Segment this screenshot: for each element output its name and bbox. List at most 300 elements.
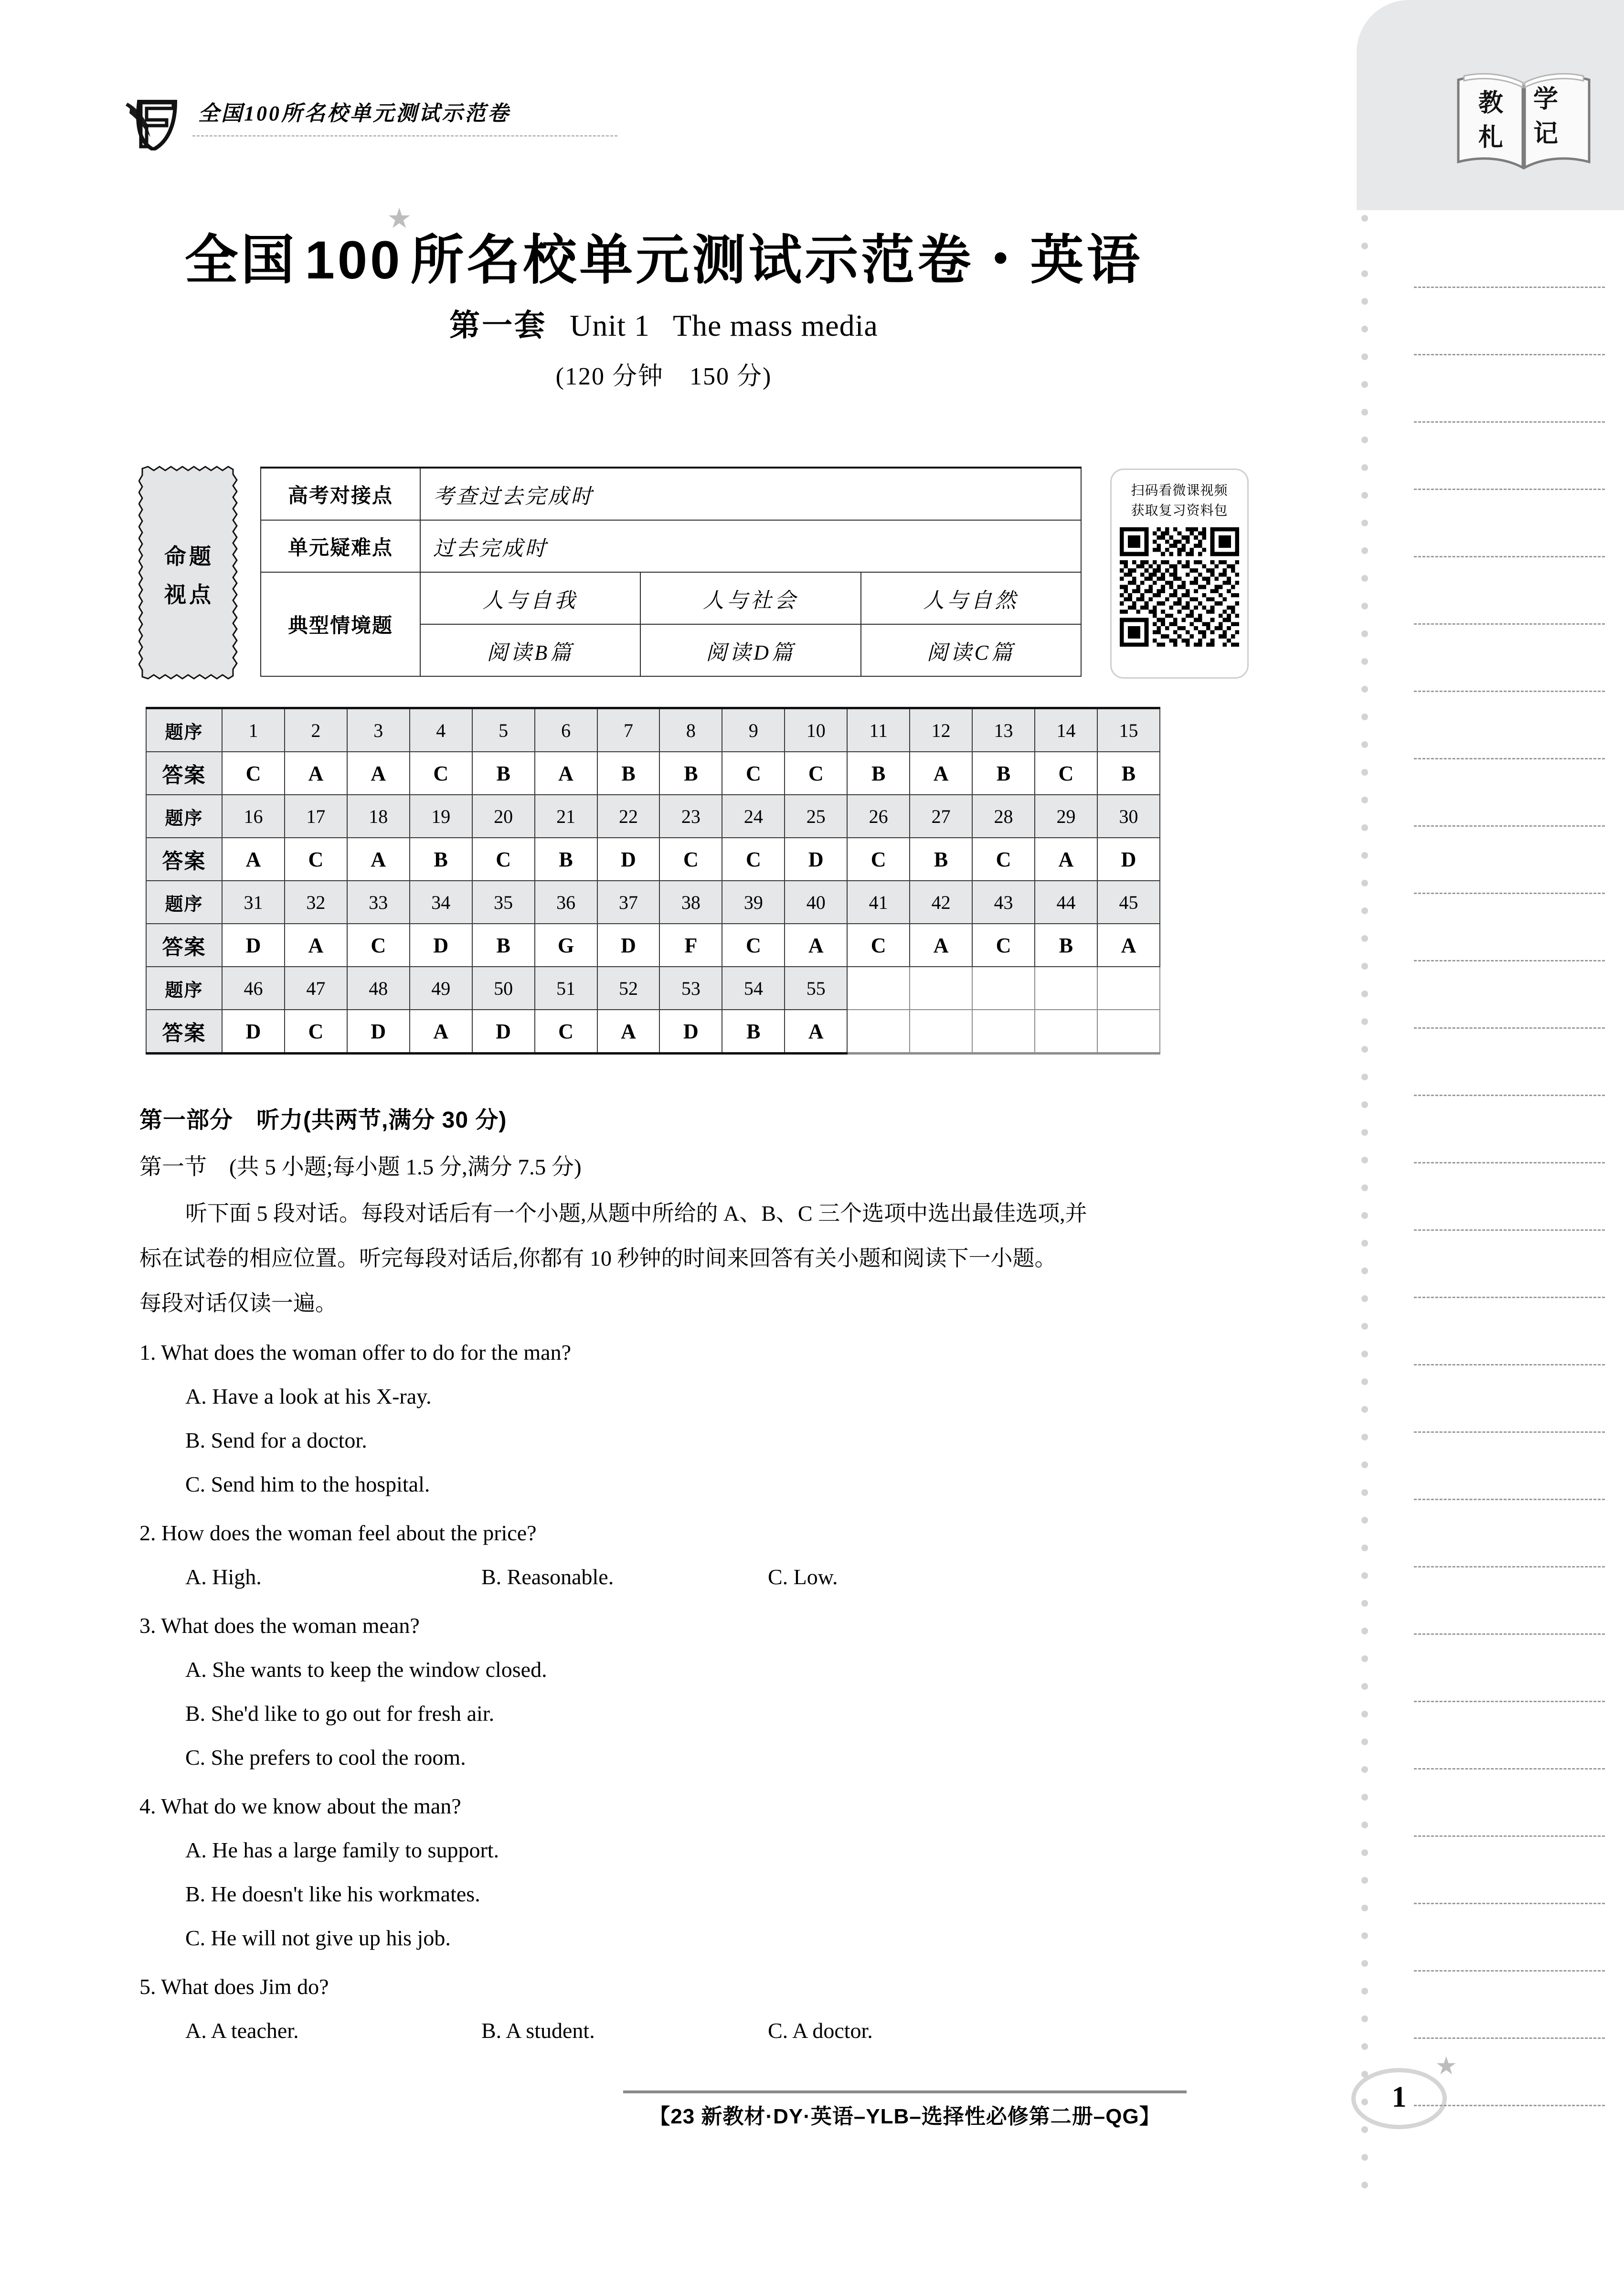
answer-cell: B — [597, 752, 660, 795]
note-line — [1414, 623, 1605, 625]
viewpoint-row-value: 过去完成时 — [420, 520, 1081, 572]
question-number-cell — [1097, 967, 1160, 1010]
question-number-cell: 42 — [910, 881, 972, 924]
question-number-cell: 36 — [535, 881, 597, 924]
perforation-dot — [1361, 381, 1368, 388]
perforation-dot — [1361, 630, 1368, 637]
question-number-cell: 20 — [472, 795, 535, 838]
answer-cell: A — [910, 924, 972, 967]
qr-card[interactable] — [1110, 469, 1249, 679]
perforation-dot — [1361, 1988, 1368, 1994]
set-label: 第一套 — [449, 308, 547, 342]
perforation-dot — [1361, 1794, 1368, 1801]
instruction-line: 每段对话仅读一遍。 — [139, 1291, 337, 1315]
note-line — [1414, 421, 1605, 423]
option-item[interactable]: B. She'd like to go out for fresh air. — [185, 1701, 495, 1726]
answer-cell: A — [285, 924, 347, 967]
option-item[interactable]: A. Have a look at his X-ray. — [185, 1384, 432, 1408]
row-label-answer: 答案 — [146, 752, 222, 795]
instruction-line: 听下面 5 段对话。每段对话后有一个小题,从题中所给的 A、B、C 三个选项中选出最佳选项,并 — [185, 1201, 1087, 1226]
perforation-dot — [1361, 658, 1368, 665]
answer-cell: D — [472, 1010, 535, 1054]
question-stem: 5. What does Jim do? — [139, 1974, 329, 1999]
question-number-cell — [847, 967, 910, 1010]
answer-cell: D — [222, 924, 285, 967]
question-number-cell: 1 — [222, 708, 285, 752]
row-label-question: 题序 — [146, 967, 222, 1010]
answer-cell: A — [910, 752, 972, 795]
answer-cell: B — [910, 838, 972, 881]
note-line — [1414, 354, 1605, 355]
question-number-cell: 47 — [285, 967, 347, 1010]
question-number-cell: 35 — [472, 881, 535, 924]
scenario-label: 典型情境题 — [261, 572, 420, 676]
table-row — [261, 572, 1081, 624]
note-line — [1414, 758, 1605, 759]
book-char-jiao: 教 — [1478, 89, 1504, 117]
title-prefix: 全国 — [184, 230, 297, 290]
table-row — [146, 924, 1160, 967]
note-line — [1414, 691, 1605, 692]
perforation-dot — [1361, 326, 1368, 332]
perforation-dot — [1361, 1766, 1368, 1773]
perforation-dot — [1361, 1572, 1368, 1579]
note-line — [1414, 2105, 1605, 2106]
answer-cell: B — [410, 838, 472, 881]
row-label-answer: 答案 — [146, 838, 222, 881]
perforation-dot — [1361, 215, 1368, 222]
perforation-dot — [1361, 1600, 1368, 1607]
scenario-theme: 人与社会 — [640, 572, 860, 624]
viewpoint-badge — [138, 466, 240, 681]
answer-cell: A — [347, 752, 410, 795]
perforation-dot — [1361, 1932, 1368, 1939]
question-number-cell: 34 — [410, 881, 472, 924]
table-row — [261, 468, 1081, 520]
answer-cell: C — [222, 752, 285, 795]
option-item[interactable]: B. Send for a doctor. — [185, 1428, 367, 1452]
answer-cell: D — [410, 924, 472, 967]
note-line — [1414, 1566, 1605, 1567]
question-number-cell: 39 — [722, 881, 785, 924]
answer-cell: A — [410, 1010, 472, 1054]
note-line — [1414, 893, 1605, 894]
note-line — [1414, 287, 1605, 288]
question-number-cell: 53 — [659, 967, 722, 1010]
footer-code: 【23 新教材·DY·英语–YLB–选择性必修第二册–QG】 — [649, 2105, 1161, 2128]
viewpoint-row-label: 单元疑难点 — [261, 520, 420, 572]
qr-code-icon[interactable] — [1120, 527, 1239, 647]
question-number-cell: 22 — [597, 795, 660, 838]
option-item[interactable]: A. He has a large family to support. — [185, 1838, 499, 1862]
question-number-cell: 38 — [659, 881, 722, 924]
question-number-cell: 7 — [597, 708, 660, 752]
question-number-cell: 25 — [785, 795, 847, 838]
perforation-dot — [1361, 797, 1368, 803]
perforation-dot — [1361, 1323, 1368, 1330]
option-item[interactable]: A. High. — [185, 1565, 262, 1589]
answer-cell: A — [535, 752, 597, 795]
table-row — [146, 881, 1160, 924]
table-row — [146, 838, 1160, 881]
answer-cell: C — [847, 838, 910, 881]
answer-cell: D — [347, 1010, 410, 1054]
perforation-dot — [1361, 1545, 1368, 1551]
perforation-dot — [1361, 2182, 1368, 2188]
option-item[interactable]: C. She prefers to cool the room. — [185, 1745, 466, 1770]
perforation-dots — [1361, 215, 1368, 2271]
scenario-passage: 阅读B篇 — [420, 624, 640, 676]
perforation-dot — [1361, 575, 1368, 582]
note-line — [1414, 1499, 1605, 1500]
answer-cell: A — [785, 924, 847, 967]
table-row — [146, 967, 1160, 1010]
answer-cell — [1097, 1010, 1160, 1054]
question-number-cell: 28 — [972, 795, 1035, 838]
instruction-line: 标在试卷的相应位置。听完每段对话后,你都有 10 秒钟的时间来回答有关小题和阅读下一小题。 — [139, 1246, 1057, 1270]
perforation-dot — [1361, 935, 1368, 942]
perforation-dot — [1361, 492, 1368, 499]
perforation-dot — [1361, 1822, 1368, 1828]
table-row — [261, 520, 1081, 572]
note-line — [1414, 1162, 1605, 1163]
question-number-cell: 49 — [410, 967, 472, 1010]
title-hundred-text: 100 — [305, 230, 403, 290]
perforation-dot — [1361, 520, 1368, 526]
question-number-cell: 27 — [910, 795, 972, 838]
viewpoint-badge-label — [138, 537, 240, 614]
answer-cell: B — [1035, 924, 1097, 967]
answer-cell: B — [1097, 752, 1160, 795]
option-item[interactable]: C. Low. — [768, 1565, 838, 1589]
question-list — [139, 1331, 1157, 2053]
row-label-question: 题序 — [146, 795, 222, 838]
question-number-cell: 44 — [1035, 881, 1097, 924]
answer-cell: A — [1035, 838, 1097, 881]
note-line — [1414, 1970, 1605, 1972]
option-item[interactable]: C. He will not give up his job. — [185, 1926, 451, 1950]
qr-caption-line1: 扫码看微课视频 — [1131, 483, 1228, 498]
question-number-cell: 16 — [222, 795, 285, 838]
question-stem: 2. How does the woman feel about the price? — [139, 1521, 537, 1545]
perforation-dot — [1361, 1295, 1368, 1302]
perforation-dot — [1361, 1157, 1368, 1163]
viewpoint-row-label: 高考对接点 — [261, 468, 420, 520]
perforation-dot — [1361, 2043, 1368, 2050]
perforation-dot — [1361, 298, 1368, 305]
question-number-cell: 12 — [910, 708, 972, 752]
note-line — [1414, 1229, 1605, 1231]
question-stem: 3. What does the woman mean? — [139, 1613, 420, 1638]
question-number-cell: 41 — [847, 881, 910, 924]
perforation-dot — [1361, 1434, 1368, 1440]
note-line — [1414, 1633, 1605, 1635]
perforation-dot — [1361, 1406, 1368, 1413]
question-number-cell: 8 — [659, 708, 722, 752]
answer-cell: C — [785, 752, 847, 795]
answer-cell: C — [535, 1010, 597, 1054]
question-number-cell: 13 — [972, 708, 1035, 752]
perforation-dot — [1361, 1877, 1368, 1884]
answer-cell: D — [222, 1010, 285, 1054]
question-number-cell: 43 — [972, 881, 1035, 924]
masthead-rule — [192, 135, 617, 137]
perforation-dot — [1361, 2015, 1368, 2022]
question-number-cell: 18 — [347, 795, 410, 838]
note-line — [1414, 1297, 1605, 1298]
answer-cell: A — [222, 838, 285, 881]
answer-cell: B — [472, 924, 535, 967]
question-number-cell: 54 — [722, 967, 785, 1010]
question-number-cell: 30 — [1097, 795, 1160, 838]
question-number-cell: 21 — [535, 795, 597, 838]
option-item[interactable]: A. She wants to keep the window closed. — [185, 1657, 547, 1682]
question-number-cell: 46 — [222, 967, 285, 1010]
question-number-cell: 40 — [785, 881, 847, 924]
perforation-dot — [1361, 1101, 1368, 1108]
answer-cell: A — [785, 1010, 847, 1054]
question-number-cell: 19 — [410, 795, 472, 838]
part-heading: 第一部分 听力(共两节,满分 30 分) — [139, 1108, 507, 1133]
note-line — [1414, 1431, 1605, 1433]
unit-label: Unit 1 — [570, 309, 650, 342]
note-line — [1414, 1835, 1605, 1837]
teaching-notes-sidebar — [1318, 0, 1624, 2271]
perforation-dot — [1361, 824, 1368, 831]
answer-cell: C — [410, 752, 472, 795]
book-char-xue: 学 — [1533, 85, 1559, 113]
answer-cell: C — [972, 838, 1035, 881]
question-number-cell: 23 — [659, 795, 722, 838]
star-icon: ★ — [388, 205, 414, 233]
perforation-dot — [1361, 1738, 1368, 1745]
question-number-cell: 11 — [847, 708, 910, 752]
question-number-cell: 4 — [410, 708, 472, 752]
option-item[interactable]: A. A teacher. — [185, 2018, 299, 2043]
perforation-dot — [1361, 437, 1368, 443]
answer-cell: C — [347, 924, 410, 967]
answer-cell: A — [1097, 924, 1160, 967]
answer-cell: C — [847, 924, 910, 967]
question-number-cell — [972, 967, 1035, 1010]
viewpoint-badge-line1: 命题 — [164, 544, 214, 569]
answer-cell — [847, 1010, 910, 1054]
scenario-passage: 阅读D篇 — [640, 624, 860, 676]
perforation-dot — [1361, 270, 1368, 277]
note-line — [1414, 1701, 1605, 1702]
quill-pen-shield-logo-icon — [117, 93, 196, 150]
perforation-dot — [1361, 1184, 1368, 1191]
perforation-dot — [1361, 1268, 1368, 1274]
perforation-dot — [1361, 464, 1368, 471]
option-item[interactable]: B. A student. — [481, 2018, 595, 2043]
question-number-cell: 5 — [472, 708, 535, 752]
answer-cell: B — [659, 752, 722, 795]
table-row — [146, 752, 1160, 795]
viewpoint-section — [138, 466, 1251, 683]
viewpoint-row-value: 考查过去完成时 — [420, 468, 1081, 520]
question-number-cell — [1035, 967, 1097, 1010]
question-number-cell: 6 — [535, 708, 597, 752]
answer-cell: B — [847, 752, 910, 795]
row-label-question: 题序 — [146, 708, 222, 752]
note-line — [1414, 1095, 1605, 1096]
question-stem: 1. What does the woman offer to do for the man? — [139, 1340, 571, 1365]
perforation-dot — [1361, 2071, 1368, 2078]
answer-cell: D — [785, 838, 847, 881]
topic-label: The mass media — [672, 309, 878, 342]
table-row — [146, 708, 1160, 752]
perforation-dot — [1361, 1628, 1368, 1634]
answer-cell: B — [535, 838, 597, 881]
question-number-cell: 15 — [1097, 708, 1160, 752]
perforation-dot — [1361, 409, 1368, 416]
perforation-dot — [1361, 1129, 1368, 1136]
answer-cell: C — [472, 838, 535, 881]
note-line — [1414, 2037, 1605, 2039]
question-number-cell: 9 — [722, 708, 785, 752]
perforation-dot — [1361, 603, 1368, 609]
perforation-dot — [1361, 1461, 1368, 1468]
question-number-cell: 2 — [285, 708, 347, 752]
perforation-dot — [1361, 686, 1368, 693]
perforation-dot — [1361, 1683, 1368, 1690]
option-row — [139, 2009, 1157, 2053]
answer-cell: B — [472, 752, 535, 795]
answer-cell — [972, 1010, 1035, 1054]
subtitle — [0, 301, 1327, 345]
option-item[interactable]: B. He doesn't like his workmates. — [185, 1882, 480, 1906]
answer-cell: A — [347, 838, 410, 881]
answer-cell: C — [285, 838, 347, 881]
answer-cell: F — [659, 924, 722, 967]
option-item[interactable]: B. Reasonable. — [481, 1565, 614, 1589]
question-number-cell: 10 — [785, 708, 847, 752]
perforation-dot — [1361, 2099, 1368, 2105]
table-row — [146, 1010, 1160, 1054]
answer-cell: B — [972, 752, 1035, 795]
question-number-cell — [910, 967, 972, 1010]
question-number-cell: 29 — [1035, 795, 1097, 838]
section-heading: 第一节 (共 5 小题;每小题 1.5 分,满分 7.5 分) — [139, 1155, 582, 1180]
scenario-theme: 人与自我 — [420, 572, 640, 624]
note-line — [1414, 825, 1605, 827]
scenario-passage: 阅读C篇 — [861, 624, 1081, 676]
question-number-cell: 14 — [1035, 708, 1097, 752]
perforation-dot — [1361, 1849, 1368, 1856]
perforation-dot — [1361, 880, 1368, 886]
question-number-cell: 52 — [597, 967, 660, 1010]
answer-cell: D — [1097, 838, 1160, 881]
question-number-cell: 24 — [722, 795, 785, 838]
star-icon: ★ — [1435, 2053, 1457, 2080]
perforation-dot — [1361, 1074, 1368, 1080]
perforation-dot — [1361, 1489, 1368, 1496]
option-row — [139, 1555, 1157, 1599]
perforation-dot — [1361, 1046, 1368, 1053]
perforation-dot — [1361, 243, 1368, 249]
qr-caption-line2: 获取复习资料包 — [1131, 503, 1228, 518]
question-number-cell: 32 — [285, 881, 347, 924]
title-suffix: 所名校单元测试示范卷・英语 — [410, 230, 1143, 290]
perforation-dot — [1361, 1240, 1368, 1247]
question-number-cell: 45 — [1097, 881, 1160, 924]
scenario-theme: 人与自然 — [861, 572, 1081, 624]
perforation-dot — [1361, 1960, 1368, 1967]
answer-cell: C — [722, 924, 785, 967]
perforation-dot — [1361, 741, 1368, 748]
note-line — [1414, 1903, 1605, 1904]
question-number-cell: 50 — [472, 967, 535, 1010]
title-hundred-badge — [297, 205, 414, 291]
row-label-question: 题序 — [146, 881, 222, 924]
perforation-dot — [1361, 1655, 1368, 1662]
answer-cell: G — [535, 924, 597, 967]
perforation-dot — [1361, 353, 1368, 360]
perforation-dot — [1361, 852, 1368, 859]
question-number-cell: 48 — [347, 967, 410, 1010]
viewpoint-badge-line2: 视点 — [164, 582, 214, 607]
page-title — [0, 205, 1327, 294]
perforation-dot — [1361, 1351, 1368, 1357]
perforation-dot — [1361, 1711, 1368, 1717]
answer-cell: A — [597, 1010, 660, 1054]
perforation-dot — [1361, 2126, 1368, 2133]
answer-cell: B — [722, 1010, 785, 1054]
note-line — [1414, 556, 1605, 557]
time-and-score: (120 分钟 150 分) — [555, 363, 772, 390]
perforation-dot — [1361, 547, 1368, 554]
note-line — [1414, 960, 1605, 961]
question-number-cell: 37 — [597, 881, 660, 924]
note-writing-lines — [1414, 287, 1605, 2175]
answer-cell — [910, 1010, 972, 1054]
question-number-cell: 31 — [222, 881, 285, 924]
row-label-answer: 答案 — [146, 1010, 222, 1054]
question-number-cell: 3 — [347, 708, 410, 752]
question-number-cell: 17 — [285, 795, 347, 838]
masthead — [117, 93, 623, 150]
answer-cell: C — [1035, 752, 1097, 795]
question-number-cell: 33 — [347, 881, 410, 924]
note-line — [1414, 489, 1605, 490]
option-item[interactable]: C. Send him to the hospital. — [185, 1472, 430, 1496]
answer-cell: C — [722, 838, 785, 881]
answer-cell: D — [659, 1010, 722, 1054]
viewpoint-table — [260, 467, 1082, 677]
book-char-zha: 札 — [1478, 124, 1504, 151]
book-char-ji: 记 — [1533, 120, 1559, 148]
question-number-cell: 51 — [535, 967, 597, 1010]
perforation-dot — [1361, 1018, 1368, 1025]
question-stem: 4. What do we know about the man? — [139, 1794, 461, 1818]
answer-cell — [1035, 1010, 1097, 1054]
note-line — [1414, 1027, 1605, 1029]
answer-cell: D — [597, 924, 660, 967]
note-line — [1414, 1768, 1605, 1770]
answer-cell: C — [659, 838, 722, 881]
masthead-text: 全国100所名校单元测试示范卷 — [198, 102, 510, 125]
perforation-dot — [1361, 1378, 1368, 1385]
perforation-dot — [1361, 963, 1368, 970]
footer-rule — [623, 2090, 1187, 2093]
perforation-dot — [1361, 714, 1368, 720]
perforation-dot — [1361, 1905, 1368, 1911]
answer-cell: D — [597, 838, 660, 881]
table-row — [146, 795, 1160, 838]
option-item[interactable]: C. A doctor. — [768, 2018, 873, 2043]
open-book-icon — [1454, 69, 1593, 174]
